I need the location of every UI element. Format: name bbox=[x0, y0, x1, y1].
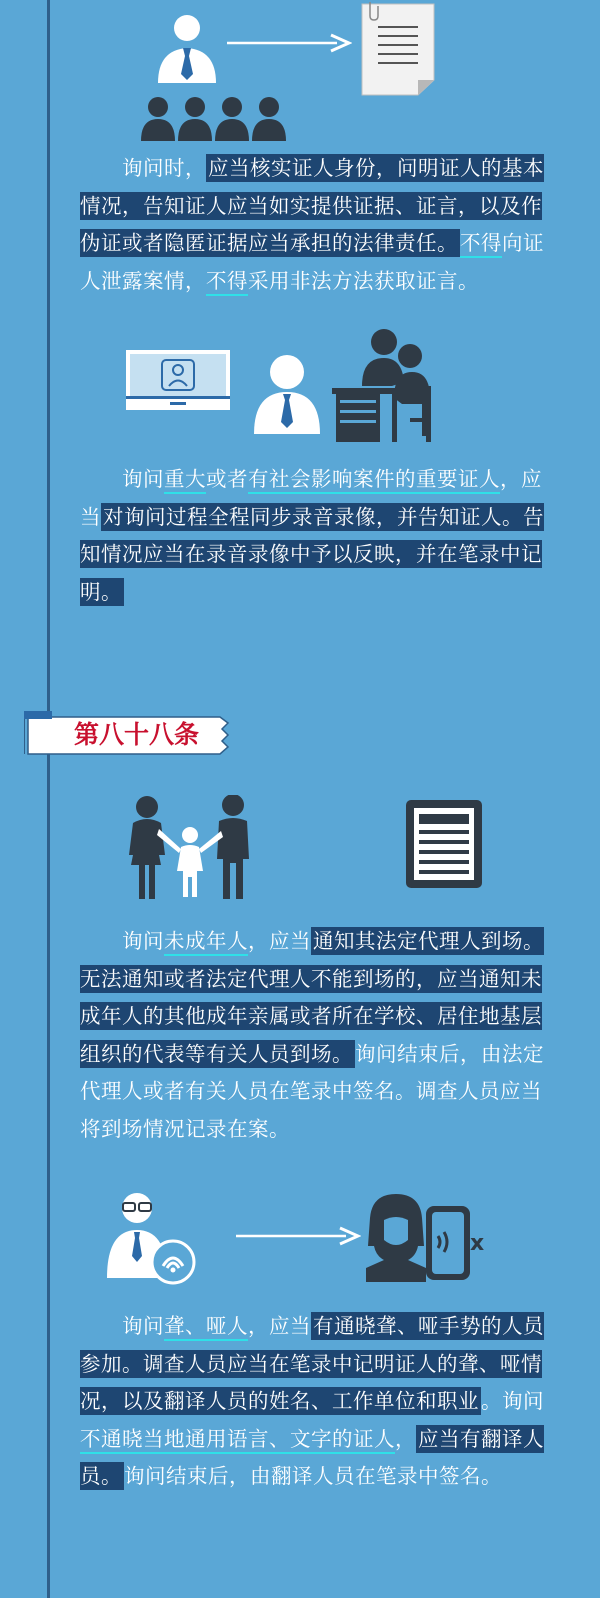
highlighted-text: 应当核实证人身份，问明证人的基本情况，告知证人应当如实提供证据、证言，以及作伪证或者隐匿证据应当承担的法律责任。 bbox=[80, 156, 544, 255]
timeline-line bbox=[47, 0, 50, 1598]
text-segment: 询问 bbox=[122, 929, 164, 953]
paragraph-deaf-mute bbox=[80, 1308, 550, 1496]
text-segment: 询问 bbox=[122, 467, 164, 491]
underlined-text: 未成年人 bbox=[164, 929, 248, 956]
text-segment: ，应当 bbox=[248, 1314, 311, 1338]
text-segment: 或者 bbox=[206, 467, 248, 491]
text-segment: ，应当 bbox=[248, 929, 311, 953]
document-icon bbox=[360, 2, 436, 97]
paragraph-text bbox=[80, 154, 544, 296]
text-segment: ，应当 bbox=[80, 467, 542, 529]
underlined-text: 不得 bbox=[460, 231, 502, 258]
paragraph-text bbox=[80, 467, 544, 606]
highlighted-text: 有通晓聋、哑手势的人员参加。调查人员应当在笔录中记明证人的聋、哑情况，以及翻译人员的姓名、工作单位和职业 bbox=[80, 1314, 544, 1413]
section-title: 第八十八条 bbox=[74, 720, 200, 749]
people-group-icon bbox=[140, 95, 290, 143]
official-icon bbox=[150, 8, 225, 83]
text-segment: 询问结束后，由翻译人员在笔录中签名。 bbox=[124, 1464, 502, 1488]
paragraph-witness-identity bbox=[80, 150, 550, 300]
paragraph-text bbox=[80, 1312, 544, 1490]
paragraph-recording bbox=[80, 461, 550, 611]
deaf-person-icon bbox=[103, 1190, 198, 1285]
underlined-text: 重大 bbox=[164, 467, 206, 494]
text-segment: 询问时， bbox=[122, 156, 206, 180]
text-segment: ， bbox=[395, 1426, 416, 1451]
arrow-right-icon bbox=[227, 33, 352, 53]
section-tag bbox=[24, 711, 230, 758]
witness-icon bbox=[252, 352, 322, 434]
underlined-text: 聋、哑人 bbox=[164, 1314, 248, 1341]
text-segment: 询问结束后，由法定代理人或者有关人员在笔录中签名。调查人员应当将到场情况记录在案。 bbox=[80, 1041, 544, 1141]
form-icon bbox=[406, 800, 482, 888]
text-segment: 询问 bbox=[122, 1314, 164, 1338]
paragraph-text bbox=[80, 927, 544, 1141]
underlined-text: 不得 bbox=[206, 269, 248, 296]
text-segment: 采用非法方法获取证言。 bbox=[248, 268, 479, 293]
highlighted-text: 通知其法定代理人到场。无法通知或者法定代理人不能到场的，应当通知未成年人的其他成年亲属或者所在学校、居住地基层组织的代表等有关人员到场。 bbox=[80, 929, 544, 1066]
underlined-text: 有社会影响案件的重要证人 bbox=[248, 467, 500, 494]
arrow-right-icon bbox=[236, 1226, 361, 1246]
family-icon bbox=[125, 795, 255, 900]
translate-symbol: x bbox=[470, 1231, 485, 1256]
text-segment: 。询问 bbox=[481, 1389, 544, 1413]
highlighted-text: 应当有翻译人员。 bbox=[80, 1426, 544, 1488]
paragraph-minor bbox=[80, 923, 550, 1148]
underlined-text: 不通晓当地通用语言、文字的证人 bbox=[80, 1427, 395, 1454]
interrogation-desk-icon bbox=[332, 326, 442, 446]
translator-icon bbox=[366, 1190, 486, 1285]
video-screen-icon bbox=[126, 350, 230, 410]
highlighted-text: 对询问过程全程同步录音录像，并告知证人。告知情况应当在录音录像中予以反映，并在笔录中记明。 bbox=[80, 504, 544, 604]
text-segment: 向证人泄露案情， bbox=[80, 231, 544, 293]
